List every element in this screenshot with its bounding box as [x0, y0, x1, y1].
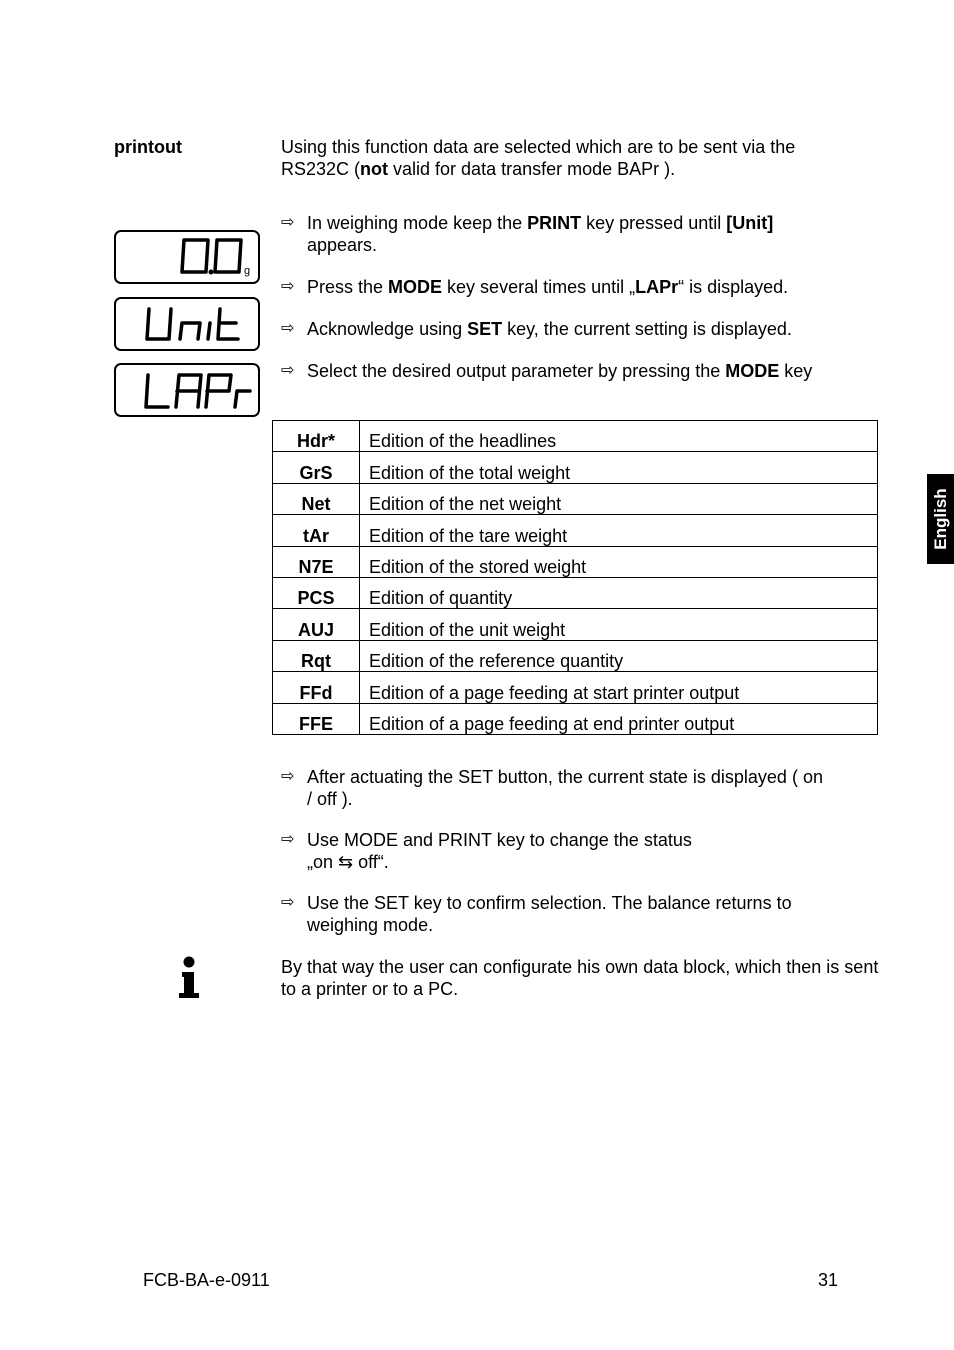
lcd-seg-unit: [116, 299, 262, 353]
table-row: [273, 577, 878, 608]
param-code: tAr: [273, 515, 360, 546]
step-item: [281, 318, 861, 340]
param-code: GrS: [273, 452, 360, 483]
step-item: [281, 766, 861, 810]
outline-right-arrow-icon: ⇨: [281, 362, 295, 379]
table-row: [273, 672, 878, 703]
param-code: PCS: [273, 577, 360, 608]
step-text: Acknowledge using SET key, the current setting is displayed.: [307, 319, 792, 339]
section-label: printout: [114, 137, 182, 157]
param-desc: Edition of the reference quantity: [360, 640, 878, 671]
table-row: [273, 546, 878, 577]
param-desc: Edition of quantity: [360, 577, 878, 608]
param-code: Net: [273, 483, 360, 514]
outline-right-arrow-icon: ⇨: [281, 320, 295, 337]
param-desc: Edition of the net weight: [360, 483, 878, 514]
intro-text: Using this function data are selected which are to be sent via the RS232C (: [281, 137, 796, 179]
step-item: [281, 892, 861, 936]
param-code: FFd: [273, 672, 360, 703]
step-text: Select the desired output parameter by pressing the MODE key: [307, 361, 813, 381]
outline-right-arrow-icon: ⇨: [281, 214, 295, 231]
note-text: By that way the user can configurate his own data block, which then is sent to a printer or to a PC.: [281, 957, 879, 999]
param-code: FFE: [273, 703, 360, 734]
param-desc: Edition of the unit weight: [360, 609, 878, 640]
language-tab: [927, 474, 954, 564]
outline-right-arrow-icon: ⇨: [281, 894, 295, 911]
outline-right-arrow-icon: ⇨: [281, 278, 295, 295]
footer-doc-id: FCB-BA-e-0911: [143, 1270, 270, 1290]
param-code: Hdr*: [273, 421, 360, 452]
table-row: [273, 609, 878, 640]
param-desc: Edition of the tare weight: [360, 515, 878, 546]
param-code: Rqt: [273, 640, 360, 671]
table-row: [273, 640, 878, 671]
lcd-seg-zero: [116, 232, 262, 286]
info-icon: [176, 955, 204, 1006]
table-row: [273, 703, 878, 734]
param-desc: Edition of a page feeding at start printer output: [360, 672, 878, 703]
step-text: Press the MODE key several times until „LAPr“ is displayed.: [307, 277, 789, 297]
parameter-table: [272, 420, 878, 735]
lcd-display-lapr: [114, 363, 260, 417]
param-desc: Edition of the headlines: [360, 421, 878, 452]
outline-right-arrow-icon: ⇨: [281, 831, 295, 848]
lcd-seg-lapr: [116, 365, 262, 419]
intro-bold: not: [360, 159, 389, 179]
lcd-unit: g: [244, 265, 251, 277]
outline-right-arrow-icon: ⇨: [281, 768, 295, 785]
step-item: [281, 360, 861, 382]
param-desc: Edition of the stored weight: [360, 546, 878, 577]
lcd-display-unit: [114, 297, 260, 351]
step-text: Use the SET key to confirm selection. The balance returns to weighing mode.: [307, 893, 792, 935]
language-tab-label: English: [930, 488, 950, 550]
step-text: Use MODE and PRINT key to change the status „on ⇆ off“.: [307, 830, 692, 872]
step-text: In weighing mode keep the PRINT key pressed until [Unit] appears.: [307, 213, 774, 255]
page-number: 31: [818, 1270, 839, 1290]
table-row: [273, 421, 878, 452]
lcd-display-zero: [114, 230, 260, 284]
table-row: [273, 515, 878, 546]
param-desc: Edition of the total weight: [360, 452, 878, 483]
intro-text-end: valid for data transfer mode BAPr ).: [388, 159, 676, 179]
step-item: [281, 829, 861, 873]
param-code: AUJ: [273, 609, 360, 640]
table-row: [273, 452, 878, 483]
section-intro: [281, 136, 861, 180]
param-code: N7E: [273, 546, 360, 577]
step-item: [281, 212, 861, 256]
param-desc: Edition of a page feeding at end printer output: [360, 703, 878, 734]
step-text: After actuating the SET button, the current state is displayed ( on / off ).: [307, 767, 823, 809]
step-item: [281, 276, 861, 298]
table-row: [273, 483, 878, 514]
